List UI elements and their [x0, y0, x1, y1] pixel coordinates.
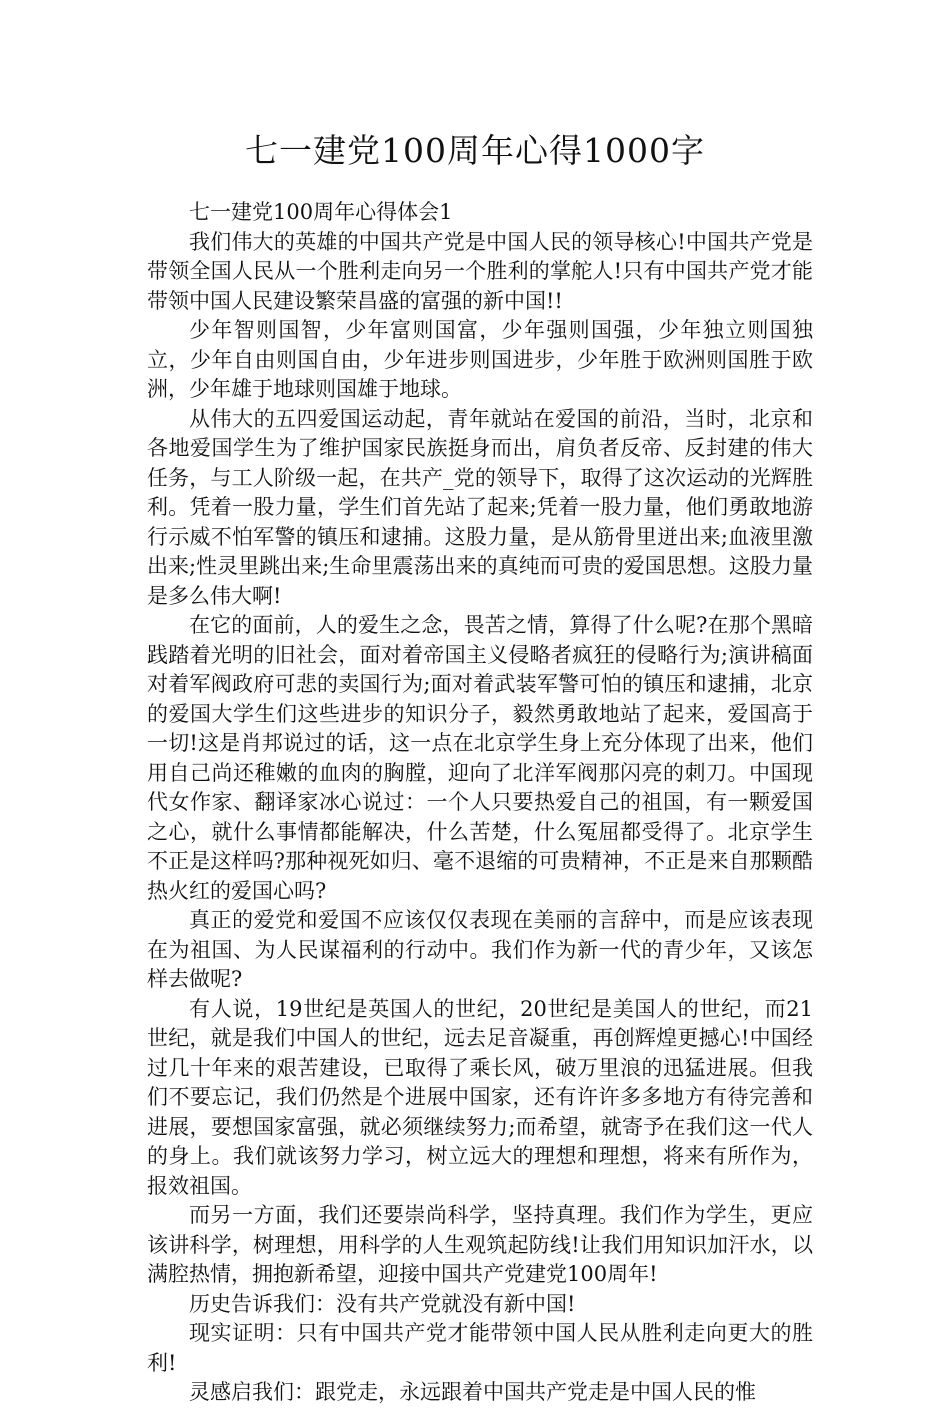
section-heading: 七一建党100周年心得体会1	[189, 200, 453, 224]
paragraph: 我们伟大的英雄的中国共产党是中国人民的领导核心!中国共产党是带领全国人民从一个胜利走向另一个胜利的掌舵人!只有中国共产党才能带领中国人民建设繁荣昌盛的富强的新中国!!	[147, 229, 813, 313]
paragraph: 灵感启我们：跟党走，永远跟着中国共产党走是中国人民的惟	[189, 1380, 756, 1404]
paragraph: 现实证明：只有中国共产党才能带领中国人民从胜利走向更大的胜利!	[147, 1321, 813, 1375]
paragraph: 从伟大的五四爱国运动起，青年就站在爱国的前沿，当时，北京和各地爱国学生为了维护国家民族挺身而出，肩负者反帝、反封建的伟大任务，与工人阶级一起，在共产_党的领导下，取得了这次运动的光辉胜利。凭着一股力量，学生们首先站了起来;凭着一股力量，他们勇敢地游行示威不怕军警的镇压和逮捕。这股力量，是从筋骨里迸出来;血液里激出来;性灵里跳出来;生命里震荡出来的真纯而可贵的爱国思想。这股力量是多么伟大啊!	[147, 406, 813, 608]
paragraph: 在它的面前，人的爱生之念，畏苦之情，算得了什么呢?在那个黑暗践踏着光明的旧社会，面对着帝国主义侵略者疯狂的侵略行为;演讲稿面对着军阀政府可悲的卖国行为;面对着武装军警可怕的镇压和逮捕，北京的爱国大学生们这些进步的知识分子，毅然勇敢地站了起来，爱国高于一切!这是肖邦说过的话，这一点在北京学生身上充分体现了出来，他们用自己尚还稚嫩的血肉的胸膛，迎向了北洋军阀那闪亮的刺刀。中国现代女作家、翻译家冰心说过：一个人只要热爱自己的祖国，有一颗爱国之心，就什么事情都能解决，什么苦楚，什么冤屈都受得了。北京学生不正是这样吗?那种视死如归、毫不退缩的可贵精神，不正是来自那颗酷热火红的爱国心吗?	[147, 613, 813, 903]
paragraph: 真正的爱党和爱国不应该仅仅表现在美丽的言辞中，而是应该表现在为祖国、为人民谋福利的行动中。我们作为新一代的青少年，又该怎样去做呢?	[147, 908, 813, 991]
paragraph: 有人说，19世纪是英国人的世纪，20世纪是美国人的世纪，而21世纪，就是我们中国人的世纪，远去足音凝重，再创辉煌更撼心!中国经过几十年来的艰苦建设，已取得了乘长风，破万里浪的迅猛进展。但我们不要忘记，我们仍然是个进展中国家，还有许许多多地方有待完善和进展，要想国家富强，就必须继续努力;而希望，就寄予在我们这一代人的身上。我们就该努力学习，树立远大的理想和理想，将来有所作为，报效祖国。	[147, 996, 813, 1198]
document-body	[147, 198, 813, 1408]
document-title: 七一建党100周年心得1000字	[245, 131, 705, 170]
paragraph: 而另一方面，我们还要崇尚科学，坚持真理。我们作为学生，更应该讲科学，树理想，用科学的人生观筑起防线!让我们用知识加汗水，以满腔热情，拥抱新希望，迎接中国共产党建党100周年!	[147, 1203, 813, 1286]
paragraph: 少年智则国智，少年富则国富，少年强则国强，少年独立则国独立，少年自由则国自由，少年进步则国进步，少年胜于欧洲则国胜于欧洲，少年雄于地球则国雄于地球。	[147, 318, 813, 401]
paragraph: 历史告诉我们：没有共产党就没有新中国!	[189, 1291, 576, 1316]
